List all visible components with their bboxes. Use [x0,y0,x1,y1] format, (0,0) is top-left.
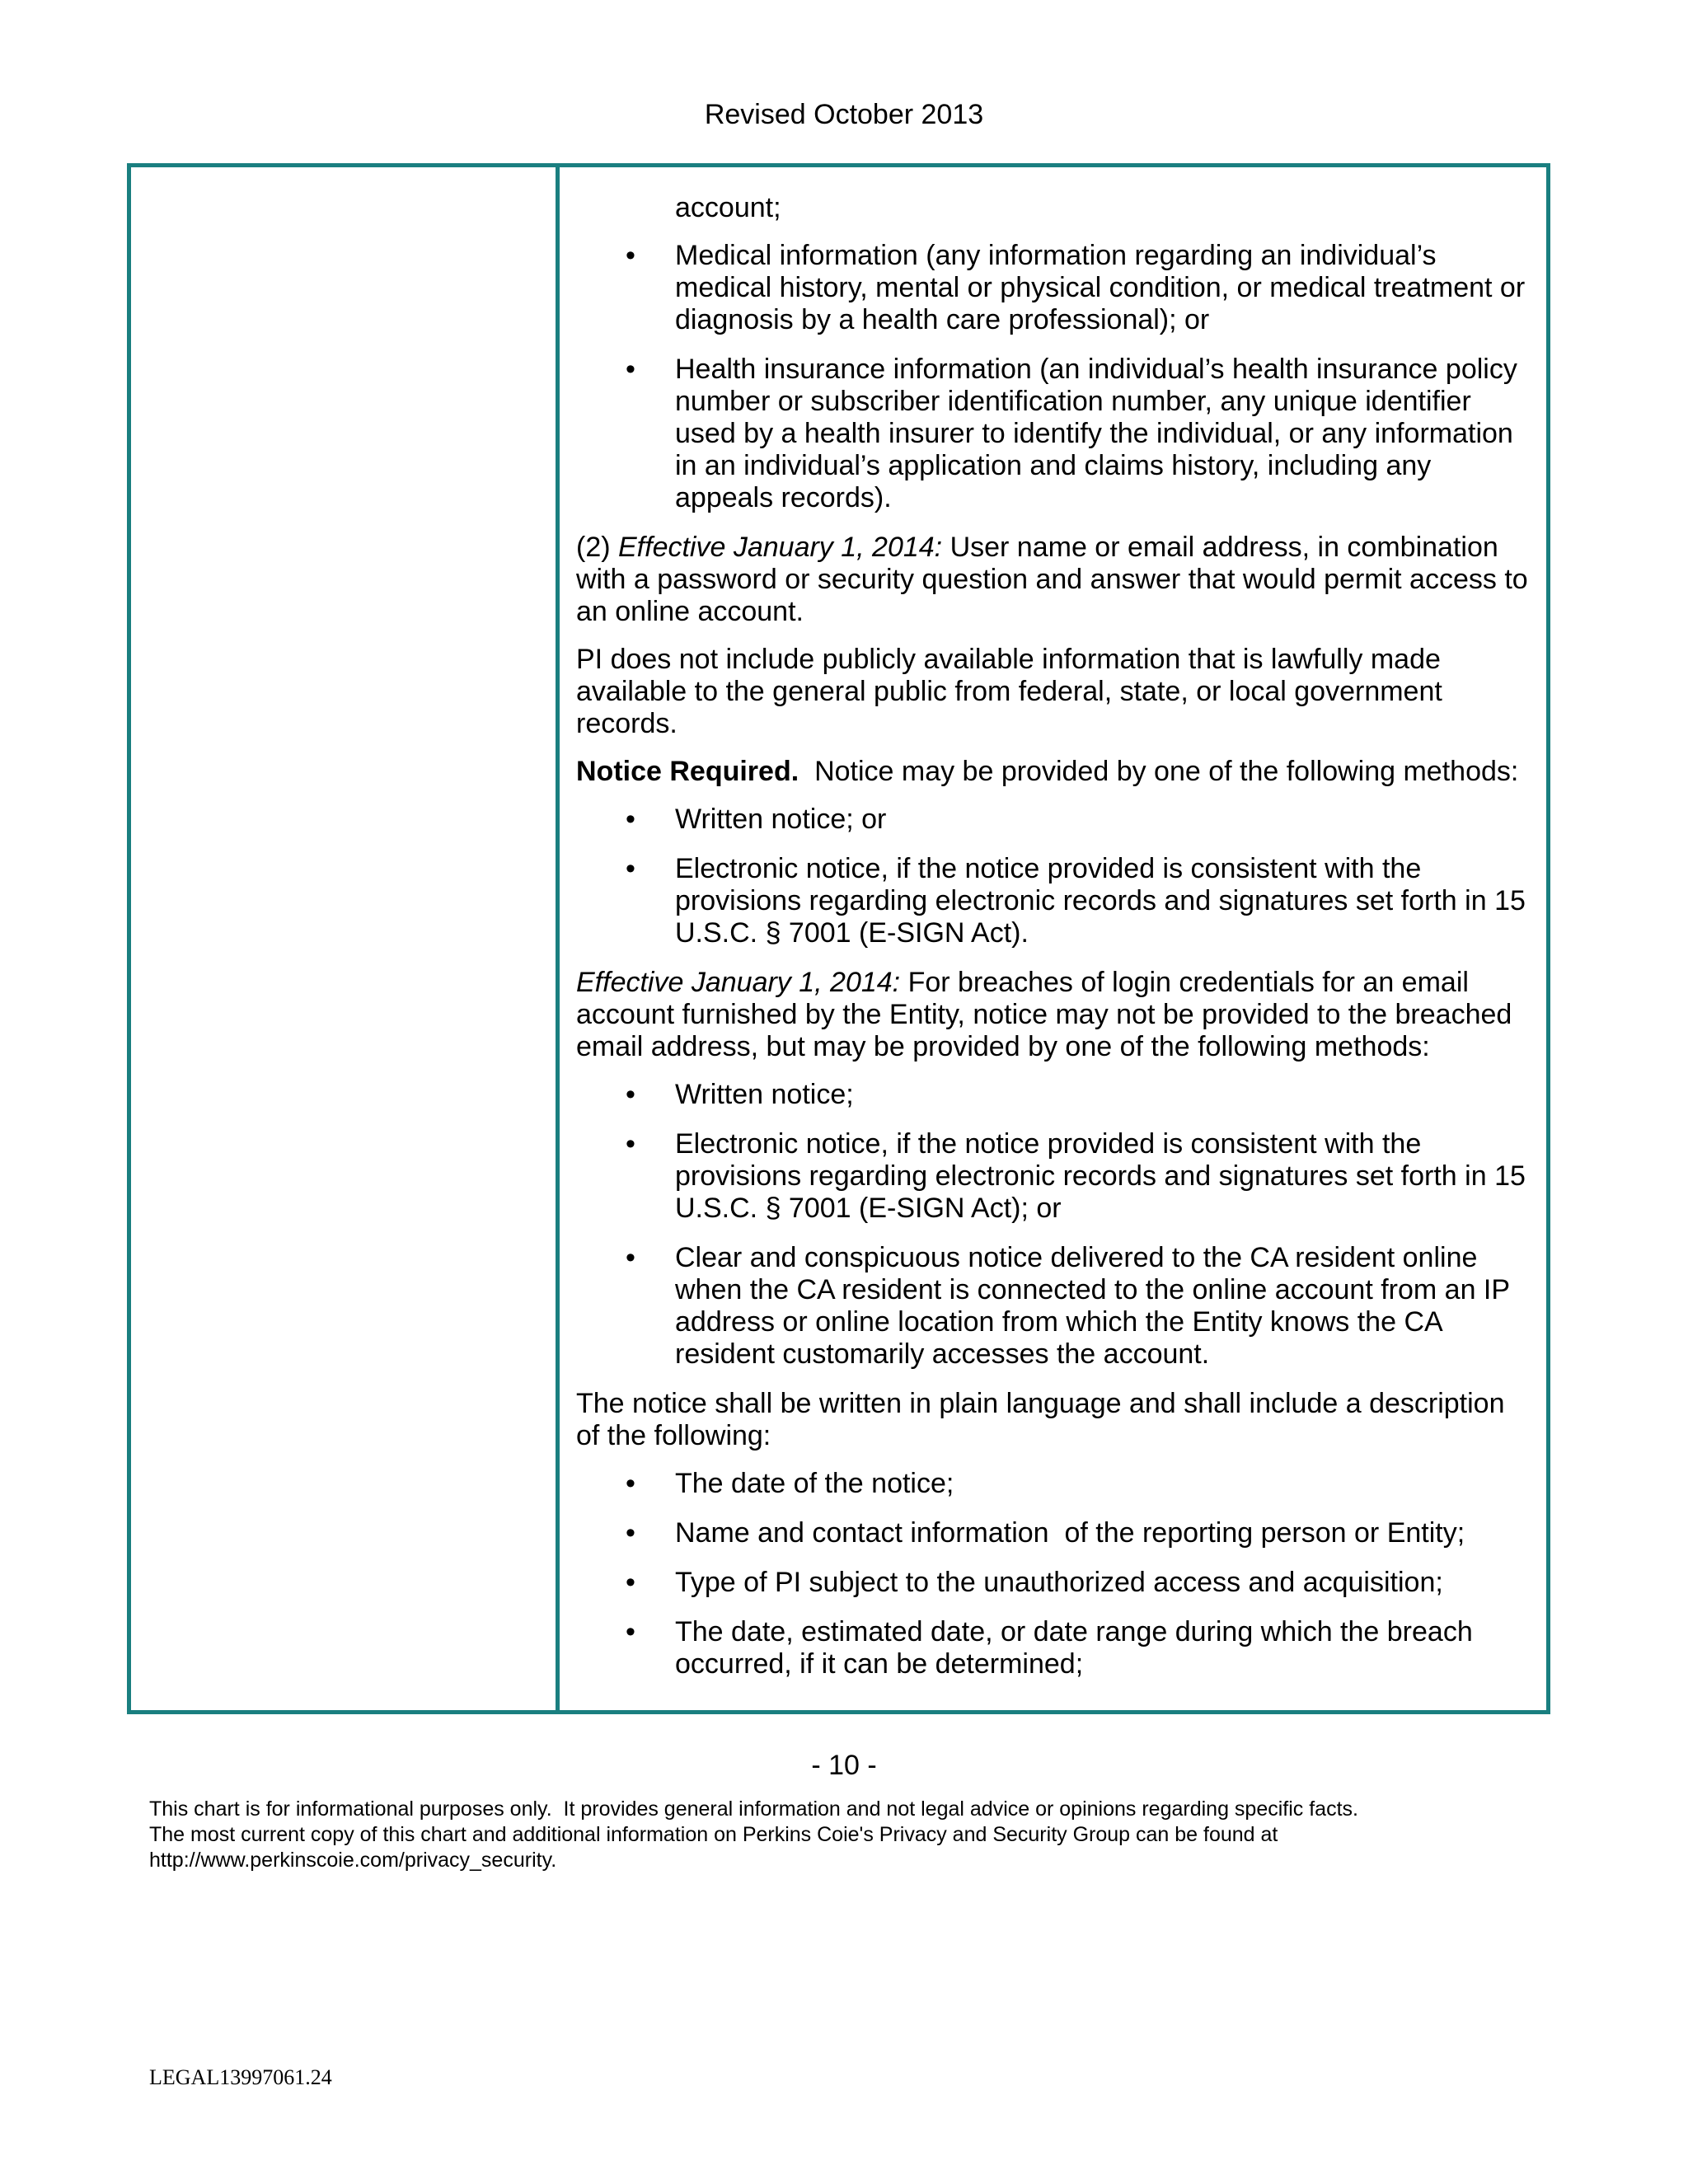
bullet-list-notice-methods [576,804,1530,949]
bullet-icon: • [626,1468,635,1499]
list-item: • Written notice; or [626,804,887,835]
bullet-icon: • [626,853,635,884]
table-left-cell [131,167,556,1710]
footer-line-2: The most current copy of this chart and additional information on Perkins Coie's Privacy and Security Group can be found at [149,1823,1278,1846]
list-item: • Type of PI subject to the unauthorized access and acquisition; [626,1567,1443,1598]
bullet-icon: • [626,354,635,385]
continued-text: account; [675,192,781,223]
table-right-cell [576,192,1530,1698]
list-item: • Name and contact information of the reporting person or Entity; [626,1517,1465,1549]
paragraph-notice-content: The notice shall be written in plain language and shall include a description of the following: [576,1388,1505,1451]
list-item: • Electronic notice, if the notice provided is consistent with the provisions regarding electronic records and signatures set forth in 15 U.S.C. § 7001 (E-SIGN Act). [626,853,1526,949]
footer-link[interactable]: http://www.perkinscoie.com/privacy_security. [149,1849,557,1872]
paragraph-email-breach: Effective January 1, 2014: For breaches of login credentials for an email account furnished by the Entity, notice may not be provided to the breached email address, but may be provided by one of the following methods: [576,967,1512,1062]
column-divider [556,167,560,1710]
bullet-list-pi-types [576,240,1530,514]
list-item: • Health insurance information (an individual’s health insurance policy number or subscriber identification number, any unique identifier used by a health insurer to identify the individual, or any information in an individual’s application and claims history, including any appeals records). [626,354,1517,513]
paragraph-public-info: PI does not include publicly available information that is lawfully made available to the general public from federal, state, or local government records. [576,644,1442,739]
list-item: • The date, estimated date, or date range during which the breach occurred, if it can be determined; [626,1616,1473,1680]
footer-disclaimer [149,1797,1550,1873]
bullet-icon: • [626,804,635,835]
footer-line-1: This chart is for informational purposes only. It provides general information and not legal advice or opinions regarding specific facts. [149,1797,1358,1821]
bullet-icon: • [626,240,635,271]
bullet-icon: • [626,1242,635,1273]
page-header: Revised October 2013 [704,99,984,130]
bullet-icon: • [626,1128,635,1160]
list-item: • Medical information (any information regarding an individual’s medical history, mental or physical condition, or medical treatment or diagnosis by a health care professional); or [626,240,1526,335]
bullet-icon: • [626,1517,635,1549]
paragraph-credentials: (2) Effective January 1, 2014: User name or email address, in combination with a password or security question and answer that would permit access to an online account. [576,532,1528,627]
paragraph-notice-required: Notice Required. Notice may be provided by one of the following methods: [576,756,1519,787]
list-item: • Clear and conspicuous notice delivered to the CA resident online when the CA resident is connected to the online account from an IP address or online location from which the Entity knows the CA resident customarily accesses the account. [626,1242,1510,1370]
list-item: • Written notice; [626,1079,854,1110]
bullet-icon: • [626,1079,635,1110]
bullet-list-notice-contents [576,1468,1530,1680]
bullet-icon: • [626,1616,635,1647]
page-number: - 10 - [811,1750,877,1781]
list-item: • Electronic notice, if the notice provided is consistent with the provisions regarding electronic records and signatures set forth in 15 U.S.C. § 7001 (E-SIGN Act); or [626,1128,1526,1224]
list-item: • The date of the notice; [626,1468,954,1499]
bullet-list-email-methods [576,1079,1530,1371]
content-table [127,163,1550,1714]
document-id: LEGAL13997061.24 [149,2065,332,2089]
bullet-icon: • [626,1567,635,1598]
